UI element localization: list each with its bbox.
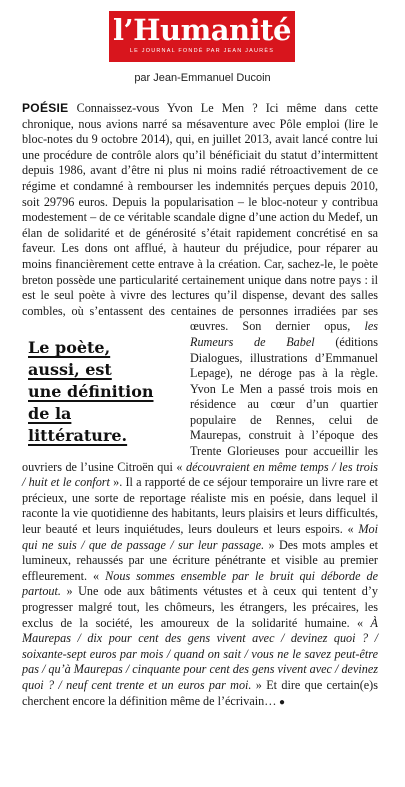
logo-subtitle: LE JOURNAL FONDÉ PAR JEAN JAURÈS — [129, 48, 275, 54]
text-run: ». Il a rapporté de ce séjour temporaire un livre rare et précieux, une sorte de reportage réaliste mis en poésie, dans lequel il raconte la vie quotidienne des habitants, leurs plaisirs et leurs difficultés, leur beauté et leurs inquiétudes, leurs douleurs et leurs espoirs. « — [22, 475, 378, 537]
end-bullet-icon: ● — [276, 696, 286, 708]
byline: par Jean-Emmanuel Ducoin — [134, 72, 271, 84]
text-run: » Des mots amples et lumineux, rehaussés par une écriture pénétrante et visible au premier effleurement. « — [22, 537, 378, 583]
quote: Nous sommes ensemble par le bruit qui déborde de partout. — [22, 568, 378, 599]
pull-quote-line: Le poète, — [28, 338, 111, 358]
text-run: Connaissez-vous Yvon Le Men ? Ici même dans cette chronique, nous avions narré sa mésaventure avec Pôle emploi (lire le bloc-notes du 9 octobre 2014), qui, en juillet 2013, avait lancé contre lui une procédure de contrôle alors qu’il bénéficiait du statut d’intermittent depuis 1986, avant d’être ni plus ni moins radié rétroactivement de ce régime et condamné à rembourser les indemnités perçues depuis 2010, soit 29796 euros. Depuis la popularisation – le bloc-noteur y contribua modestement – de ce véritable scandale digne d’une action du Medef, un élan de solidarité et de générosité s’était rapidement concrétisé en sa faveur. Les dons ont afflué, à hauteur du préjudice, pour réparer au moins financièrement cette entrave à la création. Car, sachez-le, le poète breton possède une particularité certainement unique dans notre pays : il est le seul poète à vivre des lectures qu’il dispense, devant des salles combles, où s’entassent des centaines de personnes irradiées par ses œuvres. Son dernier opus, — [22, 101, 378, 334]
pull-quote-line: une définition — [28, 382, 154, 402]
logo-title: l’Humanité — [112, 13, 292, 47]
text-run: » Et dire que certain(e)s cherchent encore la définition même de l’écrivain… — [22, 677, 378, 708]
quote: découvraient en même temps / les trois / huit et le confort — [22, 459, 378, 490]
text-run: (éditions Dialogues, illustrations d’Emmanuel Lepage), ne déroge pas à la règle. Yvon Le Men a passé trois mois en résidence au cœur d’un quartier populaire de Rennes, celui de Maurepas, construit à l’époque des Trente Glorieuses pour accueillir les ouvriers de l’usine Citroën qui « — [22, 334, 378, 474]
pull-quote-line: de la littérature. — [28, 404, 128, 446]
book-title: les Rumeurs de Babel — [190, 319, 378, 349]
quote: Moi qui ne suis / que de passage / sur leur passage. — [22, 522, 378, 552]
article-body — [22, 101, 378, 710]
article-paragraph — [22, 101, 378, 710]
text-run: » Une ode aux bâtiments vétustes et à ceux qui tentent d’y progresser malgré tout, les chômeurs, les étrangers, les précaires, les exclus de la société, les amoureux de la solidarité humaine. « — [22, 584, 378, 630]
newspaper-logo — [109, 11, 295, 62]
pull-quote — [28, 337, 176, 447]
pull-quote-line: aussi, est — [28, 360, 112, 380]
quote: À Maurepas / dix pour cent des gens vivent avec / devinez quoi ? / soixante-sept euros par mois / quand on sait / vous ne le savez peut-être pas / qu’à Maurepas / cinquante pour cent des gens vivent avec / devinez quoi ? / neuf cent trente et un euros par moi. — [22, 615, 378, 692]
article-kicker: POÉSIE — [22, 101, 69, 115]
